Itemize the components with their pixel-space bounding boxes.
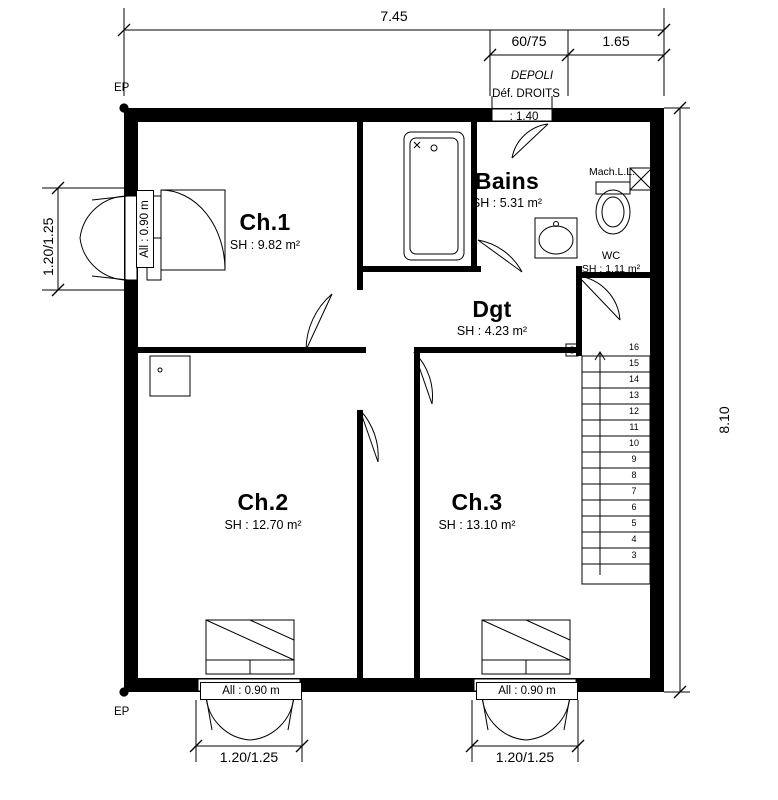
dim-top-total: 7.45: [380, 8, 408, 24]
room-area-dgt: SH : 4.23 m²: [456, 324, 528, 338]
room-area-ch3: SH : 13.10 m²: [438, 518, 516, 532]
stair-step-12: 12: [628, 406, 639, 416]
machine-ll-label: Mach.L.L.: [588, 166, 636, 178]
opening-label-ch3-window: All : 0.90 m: [476, 682, 578, 700]
depoli-label: DEPOLI: [510, 70, 554, 82]
room-area-wc: SH : 1.11 m²: [581, 263, 641, 275]
ep-marker-top-label: EP: [114, 82, 130, 94]
stair-step-16: 16: [628, 342, 639, 352]
room-area-ch1: SH : 9.82 m²: [229, 238, 301, 252]
stair-step-5: 5: [631, 518, 637, 528]
stair-step-14: 14: [628, 374, 639, 384]
dim-bottom-right: 1.20/1.25: [495, 749, 555, 765]
stair-step-15: 15: [628, 358, 639, 368]
stair-step-4: 4: [631, 534, 637, 544]
def-droits-label: Déf. DROITS: [492, 88, 560, 100]
stair-step-11: 11: [629, 422, 639, 432]
stair-step-9: 9: [631, 454, 637, 464]
room-label-dgt: Dgt: [472, 296, 512, 322]
stair-step-13: 13: [628, 390, 639, 400]
room-area-bains: SH : 5.31 m²: [471, 196, 543, 210]
def-droits-value: : 1.40: [509, 111, 539, 123]
dim-top-right-segment: 1.65: [602, 33, 630, 49]
opening-label-ch2-window: All : 0.90 m: [200, 682, 302, 700]
ep-marker-bottom-label: EP: [114, 706, 130, 718]
dim-right-total: 8.10: [716, 406, 732, 434]
opening-label-left-window: All : 0.90 m: [136, 190, 154, 268]
room-area-ch2: SH : 12.70 m²: [224, 518, 302, 532]
room-label-ch2: Ch.2: [237, 489, 289, 515]
room-label-ch3: Ch.3: [451, 489, 503, 515]
dim-top-left-segment: 60/75: [511, 33, 547, 49]
dim-left-window: 1.20/1.25: [40, 217, 56, 276]
room-label-bains: Bains: [474, 168, 540, 194]
room-label-wc: WC: [601, 250, 621, 262]
room-label-ch1: Ch.1: [239, 209, 291, 235]
stair-step-3: 3: [631, 550, 637, 560]
stair-step-7: 7: [631, 486, 637, 496]
stair-step-10: 10: [628, 438, 639, 448]
stair-step-6: 6: [631, 502, 637, 512]
stair-step-8: 8: [631, 470, 637, 480]
dim-bottom-left: 1.20/1.25: [219, 749, 279, 765]
